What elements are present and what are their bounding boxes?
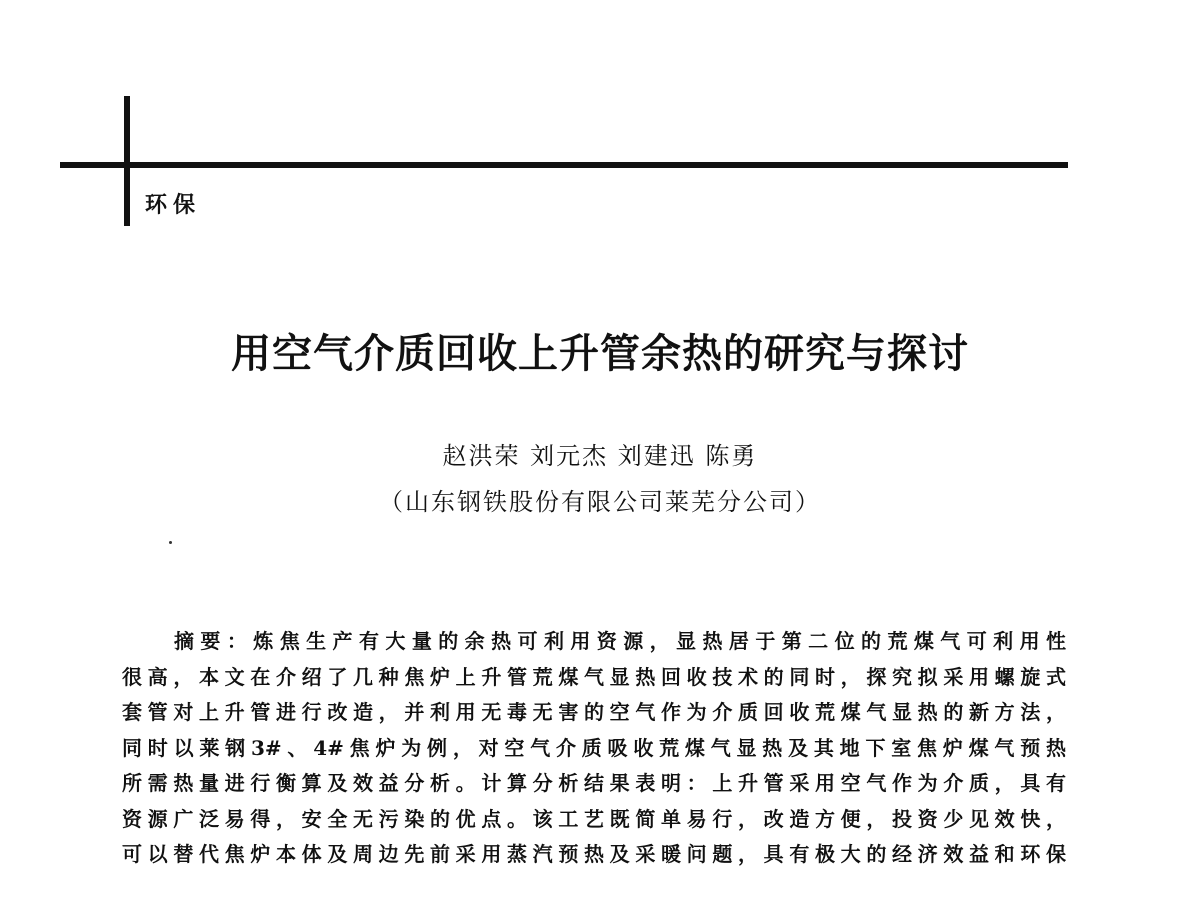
- abstract-line: 很高，本文在介绍了几种焦炉上升管荒煤气显热回收技术的同时，探究拟采用螺旋式: [122, 664, 1066, 689]
- abstract: [122, 624, 1066, 873]
- abstract-line: 所需热量进行衡算及效益分析。计算分析结果表明：上升管采用空气作为介质，具有: [122, 771, 1066, 795]
- article-affiliation: （山东钢铁股份有限公司莱芜分公司）: [379, 488, 821, 516]
- abstract-line: 同时以莱钢3#、4#焦炉为例，对空气介质吸收荒煤气显热及其地下室焦炉煤气预热: [122, 735, 1066, 760]
- stray-mark: [169, 541, 172, 544]
- article-authors: 赵洪荣 刘元杰 刘建迅 陈勇: [442, 442, 758, 470]
- section-label: 环保: [145, 193, 202, 218]
- header-horizontal-rule: [60, 162, 1068, 168]
- abstract-line: 套管对上升管进行改造，并利用无毒无害的空气作为介质回收荒煤气显热的新方法，: [122, 700, 1066, 724]
- abstract-line: 摘要：炼焦生产有大量的余热可利用资源，显热居于第二位的荒煤气可利用性: [174, 629, 1066, 653]
- header-vertical-rule: [124, 96, 130, 226]
- abstract-line: 可以替代焦炉本体及周边先前采用蒸汽预热及采暖问题，具有极大的经济效益和环保: [122, 842, 1066, 866]
- article-title: 用空气介质回收上升管余热的研究与探讨: [231, 330, 969, 377]
- abstract-line: 资源广泛易得，安全无污染的优点。该工艺既简单易行，改造方便，投资少见效快，: [122, 806, 1066, 831]
